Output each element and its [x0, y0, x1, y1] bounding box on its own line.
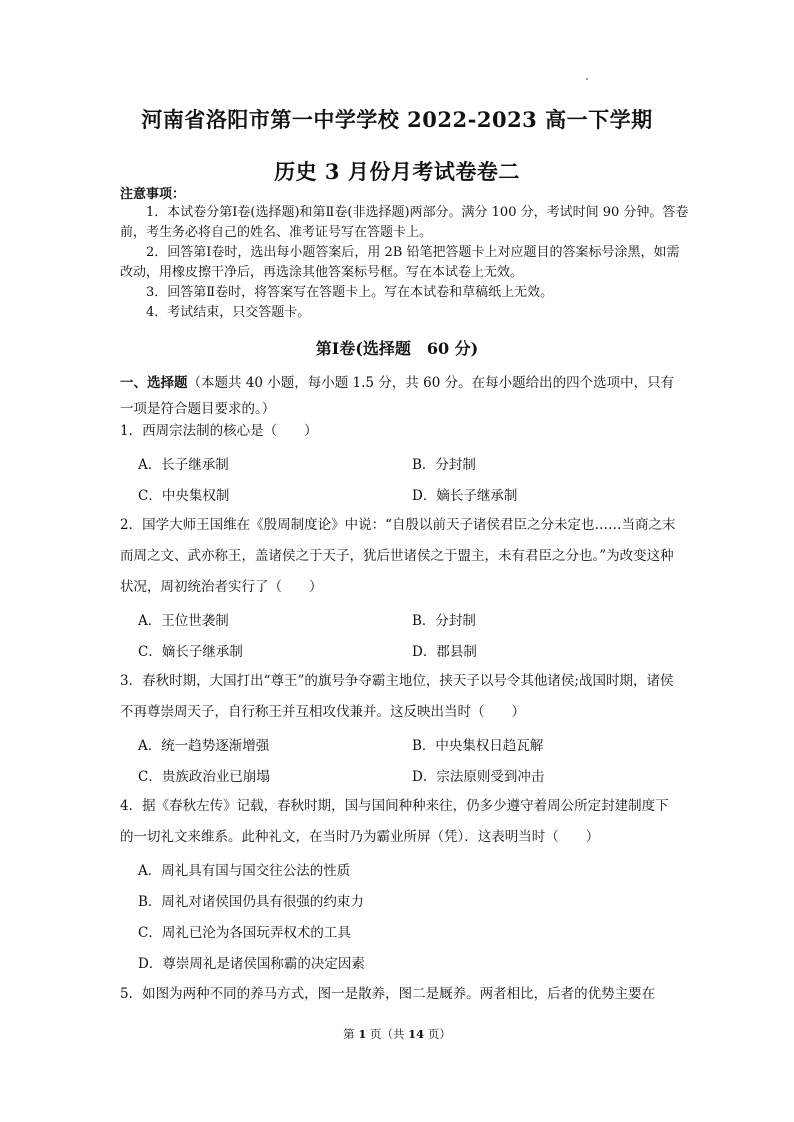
note-item-1: 1．本试卷分第Ⅰ卷(选择题)和第Ⅱ卷(非选择题)两部分。满分 100 分，考试时间 90 分钟。答卷前，考生务必将自己的姓名、准考证号写在答题卡上。 [120, 205, 689, 240]
question-1-stem: 1．西周宗法制的核心是（ ） [120, 423, 318, 439]
question-1-option-a: A．长子继承制 [138, 457, 229, 473]
notes-heading: 注意事项： [120, 187, 186, 202]
question-2-option-a: A．王位世袭制 [138, 613, 229, 629]
footer-total-pages: 14 [408, 1027, 425, 1041]
section-instruction-text: （本题共 40 小题，每小题 1.5 分，共 60 分。在每小题给出的四个选项中，只有一项是符合题目要求的。） [120, 375, 675, 417]
question-4-option-c: C．周礼已沦为各国玩弄权术的工具 [138, 925, 351, 941]
question-4-option-d: D．尊崇周礼是诸侯国称霸的决定因素 [138, 956, 365, 972]
footer-suffix: 页） [424, 1027, 451, 1041]
footer-prefix: 第 [343, 1027, 359, 1041]
scan-speck [586, 78, 588, 80]
note-item-4: 4．考试结束，只交答题卡。 [146, 305, 311, 320]
question-5-stem: 5．如图为两种不同的养马方式，图一是散养，图二是厩养。两者相比，后者的优势主要在 [120, 986, 656, 1002]
page-footer [0, 1026, 794, 1042]
question-3-option-d: D．宗法原则受到冲击 [412, 769, 545, 785]
exam-title-line1: 河南省洛阳市第一中学学校 2022-2023 高一下学期 [141, 107, 653, 132]
section-lead: 一、选择题 [120, 375, 188, 391]
note-item-2: 2．回答第Ⅰ卷时，选出每小题答案后，用 2B 铅笔把答题卡上对应题目的答案标号涂黑，如需改动，用橡皮擦干净后，再选涂其他答案标号框。写在本试卷上无效。 [120, 245, 680, 280]
question-2-stem: 2．国学大师王国维在《殷周制度论》中说：“自殷以前天子诸侯君臣之分未定也……当商之末而周之文、武亦称王，盖诸侯之于天子，犹后世诸侯之于盟主，未有君臣之分也。”为改变这种状况，周初统治者实行了（ ） [120, 517, 676, 595]
question-3-option-c: C．贵族政治业已崩塌 [138, 769, 270, 785]
question-2-option-b: B．分封制 [412, 613, 476, 629]
exam-title-line2: 历史 3 月份月考试卷卷二 [274, 159, 520, 184]
question-4-option-a: A．周礼具有国与国交往公法的性质 [138, 863, 351, 879]
section-title: 第Ⅰ卷(选择题 60 分) [315, 339, 479, 358]
question-2-option-c: C．嫡长子继承制 [138, 644, 243, 660]
question-2-option-d: D．郡县制 [412, 644, 477, 660]
footer-middle: 页（共 [366, 1027, 409, 1041]
question-3-option-b: B．中央集权日趋瓦解 [412, 738, 544, 754]
footer-page-number: 1 [358, 1027, 367, 1041]
question-3-option-a: A．统一趋势逐渐增强 [138, 738, 270, 754]
question-1-option-b: B．分封制 [412, 457, 476, 473]
note-item-3: 3．回答第Ⅱ卷时，将答案写在答题卡上。写在本试卷和草稿纸上无效。 [146, 285, 554, 300]
question-1-option-d: D．嫡长子继承制 [412, 488, 518, 504]
question-4-stem: 4．据《春秋左传》记载，春秋时期，国与国间种种来往，仍多少遵守着周公所定封建制度下的一切礼文来维系。此种礼文，在当时乃为霸业所屏（凭）．这表明当时（ ） [120, 798, 669, 845]
question-4-option-b: B．周礼对诸侯国仍具有很强的约束力 [138, 894, 364, 910]
question-3-stem: 3．春秋时期，大国打出“尊王”的旗号争夺霸主地位，挟天子以号令其他诸侯;战国时期，诸侯不再尊崇周天子，自行称王并互相攻伐兼并。这反映出当时（ ） [120, 673, 674, 720]
section-instruction [120, 370, 680, 422]
question-1-option-c: C．中央集权制 [138, 488, 230, 504]
